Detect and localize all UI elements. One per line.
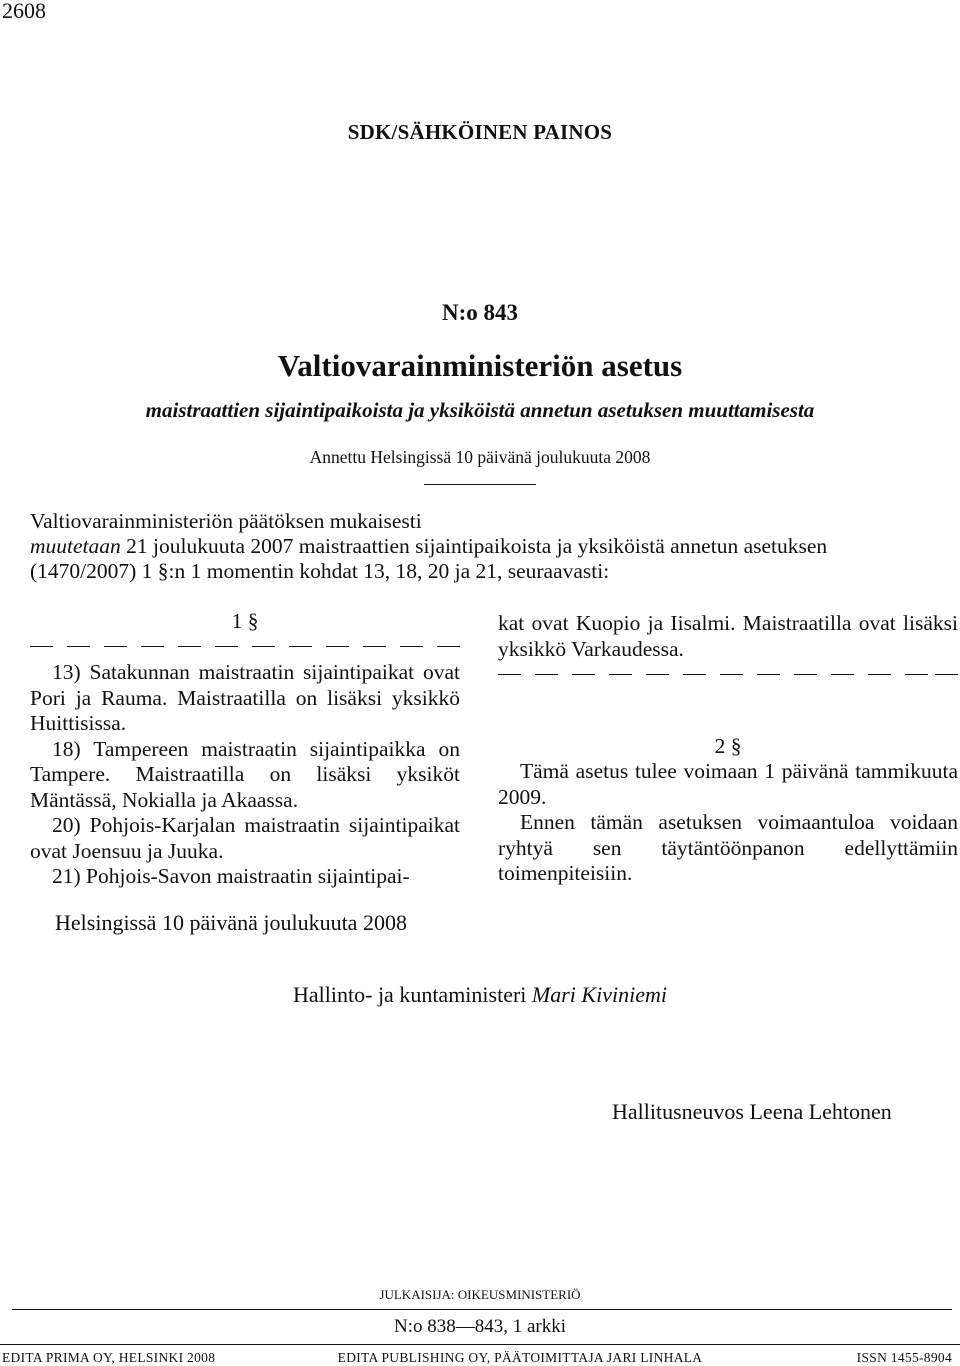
short-divider xyxy=(424,484,536,485)
item-21-start: 21) Pohjois-Savon maistraatin sijaintipai- xyxy=(52,864,410,888)
counsel-signature: Hallitusneuvos Leena Lehtonen xyxy=(612,1099,892,1124)
minister-signature xyxy=(0,982,960,1008)
intro-text xyxy=(30,509,960,584)
omission-dashes-left xyxy=(30,634,460,660)
place-date: Helsingissä 10 päivänä joulukuuta 2008 xyxy=(55,910,407,935)
section-2-heading: 2 § xyxy=(714,734,742,758)
item-20: 20) Pohjois-Karjalan maistraatin sijaintipaikat ovat Joensuu ja Juuka. xyxy=(30,813,460,863)
section-2-para-2: Ennen tämän asetuksen voimaantuloa voidaan ryhtyä sen täytäntöönpanon edellyttämiin toimenpiteisiin. xyxy=(498,810,958,885)
right-column xyxy=(498,611,958,887)
intro-line-2-rest: 21 joulukuuta 2007 maistraattien sijaintipaikoista ja yksiköistä annetun asetuksen xyxy=(120,534,828,558)
page-number: 2608 xyxy=(2,0,46,23)
decree-subtitle: maistraattien sijaintipaikoista ja yksiköistä annetun asetuksen muuttamisesta xyxy=(145,398,815,422)
left-column xyxy=(30,609,460,890)
given-date-line: Annettu Helsingissä 10 päivänä joulukuuta 2008 xyxy=(309,447,651,467)
item-13: 13) Satakunnan maistraatin sijaintipaikat ovat Pori ja Rauma. Maistraatilla on lisäksi yksikkö Huittisissa. xyxy=(30,660,460,735)
omission-dashes-right xyxy=(498,662,958,688)
decree-number: N:o 843 xyxy=(441,300,519,325)
printer-center: EDITA PUBLISHING OY, PÄÄTOIMITTAJA JARI LINHALA xyxy=(337,1350,703,1365)
footer-divider xyxy=(12,1309,952,1310)
section-1-heading: 1 § xyxy=(231,609,259,633)
issue-info: N:o 838—843, 1 arkki xyxy=(393,1316,567,1337)
edition-label: SDK/SÄHKÖINEN PAINOS xyxy=(347,120,613,144)
minister-name: Mari Kiviniemi xyxy=(531,982,667,1007)
issn-label: ISSN 1455-8904 xyxy=(856,1350,952,1365)
amend-word: muutetaan xyxy=(30,534,121,558)
minister-title: Hallinto- ja kuntaministeri xyxy=(293,982,532,1007)
item-21-end: kat ovat Kuopio ja Iisalmi. Maistraatilla ovat lisäksi yksikkö Varkaudessa. xyxy=(498,611,958,661)
section-2-para-1: Tämä asetus tulee voimaan 1 päivänä tammikuuta 2009. xyxy=(498,759,958,809)
intro-line-2 xyxy=(30,534,960,559)
publisher-line: JULKAISIJA: OIKEUSMINISTERIÖ xyxy=(379,1287,581,1302)
intro-line-3: (1470/2007) 1 §:n 1 momentin kohdat 13, 18, 20 ja 21, seuraavasti: xyxy=(30,559,610,583)
decree-title: Valtiovarainministeriön asetus xyxy=(277,348,683,383)
item-18: 18) Tampereen maistraatin sijaintipaikka on Tampere. Maistraatilla on lisäksi yksiköt Mäntässä, Nokialla ja Akaassa. xyxy=(30,736,460,812)
printer-left: EDITA PRIMA OY, HELSINKI 2008 xyxy=(2,1350,216,1365)
footer-bottom-rule xyxy=(0,1344,960,1345)
intro-line-1: Valtiovarainministeriön päätöksen mukaisesti xyxy=(30,509,422,533)
